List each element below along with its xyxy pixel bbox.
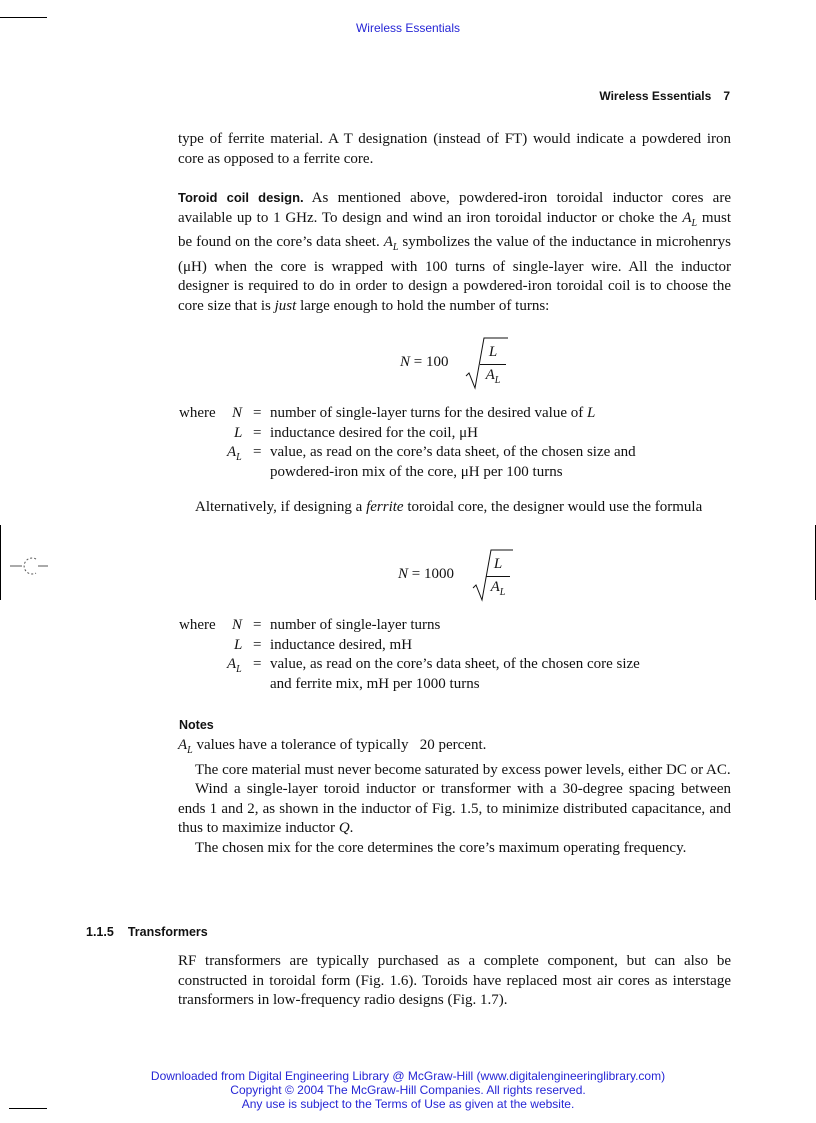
eq2-fraction-bar (486, 576, 510, 577)
where-symbol: $A_L$ (227, 444, 242, 463)
crop-mark-left-vertical (0, 525, 1, 600)
symbol-sub: L (392, 242, 399, 254)
crop-mark-top-left (0, 17, 47, 18)
note-mix: The chosen mix for the core determines the core’s maximum operating frequency. (195, 839, 687, 856)
paragraph-text: RF transformers are typically purchased as a complete component, but can also be constructed in toroidal form (Fig. 1.6). Toroids have replaced most air cores as interstage transformers in low-frequency radio designs (Fig. 1.7). (178, 953, 731, 1009)
where-symbol: N (232, 617, 243, 633)
where-symbol: N (232, 405, 243, 421)
top-header-title: Wireless Essentials (355, 21, 461, 35)
where-definition-cont: and ferrite mix, mH per 1000 turns (270, 676, 480, 692)
paragraph-toroid-coil-design (178, 188, 731, 317)
where-equals: = (253, 637, 262, 653)
eq2-N: N (398, 566, 409, 582)
note-winding: Wind a single-layer toroid inductor or transformer with a 30-degree spacing between ends 1 and 2, as shown in the inductor of Fig. 1.5, to minimize distributed capacitance, and thus to maximize inductor Q. (178, 781, 731, 837)
paragraph-ferrite-designation (178, 130, 731, 169)
where-definition: number of single-layer turns for the desired value of L (270, 405, 596, 421)
download-footer (0, 1069, 816, 1111)
section-heading (86, 925, 208, 939)
paragraph-text-d: large enough to hold the number of turns: (296, 297, 550, 314)
paragraph-ferrite-alternative (178, 498, 731, 518)
section-title: Transformers (127, 925, 208, 939)
where-equals: = (253, 425, 262, 441)
where-intro: where (179, 617, 216, 633)
where-symbol: L (234, 637, 243, 653)
eq2-numerator: L (493, 556, 503, 572)
where-symbol: L (234, 425, 243, 441)
emphasis-ferrite: ferrite (366, 499, 404, 515)
where-definition: value, as read on the core’s data sheet, of the chosen core size (270, 656, 640, 672)
footer-line-3[interactable]: Any use is subject to the Terms of Use as given at the website. (241, 1097, 575, 1111)
paragraph-text-b: must be found on the core’s data sheet. (178, 209, 731, 251)
paragraph-text-a: Alternatively, if designing a (195, 499, 367, 515)
where-equals: = (253, 405, 262, 421)
paragraph-transformers (178, 952, 731, 1011)
eq2-denominator: $A_L$ (490, 579, 506, 598)
where-definition: value, as read on the core’s data sheet, of the chosen size and (270, 444, 636, 460)
where-definition: number of single-layer turns (270, 617, 441, 633)
where-equals: = (253, 444, 262, 460)
where-symbol: $A_L$ (227, 656, 242, 675)
notes-list (178, 736, 731, 859)
where-equals: = (253, 656, 262, 672)
paragraph-text-b: toroidal core, the designer would use the formula (403, 499, 703, 515)
note-saturation: The core material must never become saturated by excess power levels, either DC or AC. (195, 761, 731, 778)
paragraph-text: type of ferrite material. A T designation (instead of FT) would indicate a powdered iron core as opposed to a ferrite core. (178, 131, 731, 167)
eq1-N: N (400, 354, 411, 370)
registration-mark-icon (8, 554, 50, 578)
footer-line-1[interactable]: Downloaded from Digital Engineering Library @ McGraw-Hill (www.digitalengineeringlibrary.com) (150, 1069, 666, 1083)
notes-heading: Notes (179, 718, 214, 732)
eq1-coefficient: = 100 (413, 354, 449, 370)
eq1-numerator: L (488, 344, 498, 360)
symbol-sub: L (691, 217, 698, 229)
running-header (560, 89, 730, 103)
where-definition-cont: powdered-iron mix of the core, μH per 100 turns (270, 464, 563, 480)
eq2-coefficient: = 1000 (411, 566, 454, 582)
symbol-A: A (682, 209, 692, 226)
section-number: 1.1.5 (86, 925, 114, 939)
where-definition: inductance desired, mH (270, 637, 413, 653)
eq1-denominator: $A_L$ (485, 367, 501, 386)
emphasis-just: just (274, 297, 297, 314)
page-number: 7 (723, 89, 730, 103)
running-title: Wireless Essentials (599, 89, 712, 103)
footer-line-2: Copyright © 2004 The McGraw-Hill Companies. All rights reserved. (230, 1083, 586, 1097)
where-intro: where (179, 405, 216, 421)
eq1-lhs (400, 354, 448, 371)
paragraph-text-c: symbolizes the value of the inductance in microhenrys (μH) when the core is wrapped with 100 turns of single-layer wire. All the inductor designer is required to do in order to design a powdered-iron toroidal coil is to choose the core size that is (178, 234, 731, 314)
paragraph-text-a: As mentioned above, powdered-iron toroidal inductor cores are available up to 1 GHz. To design and wind an iron toroidal inductor or choke the (178, 190, 731, 226)
eq1-fraction-bar (480, 364, 506, 365)
runin-heading: Toroid coil design. (178, 190, 304, 205)
symbol-A: A (383, 234, 393, 251)
note-tolerance: $A_L$ values have a tolerance of typically 20 percent. (178, 737, 487, 756)
eq2-lhs (398, 566, 454, 583)
where-definition: inductance desired for the coil, μH (270, 425, 478, 441)
where-equals: = (253, 617, 262, 633)
